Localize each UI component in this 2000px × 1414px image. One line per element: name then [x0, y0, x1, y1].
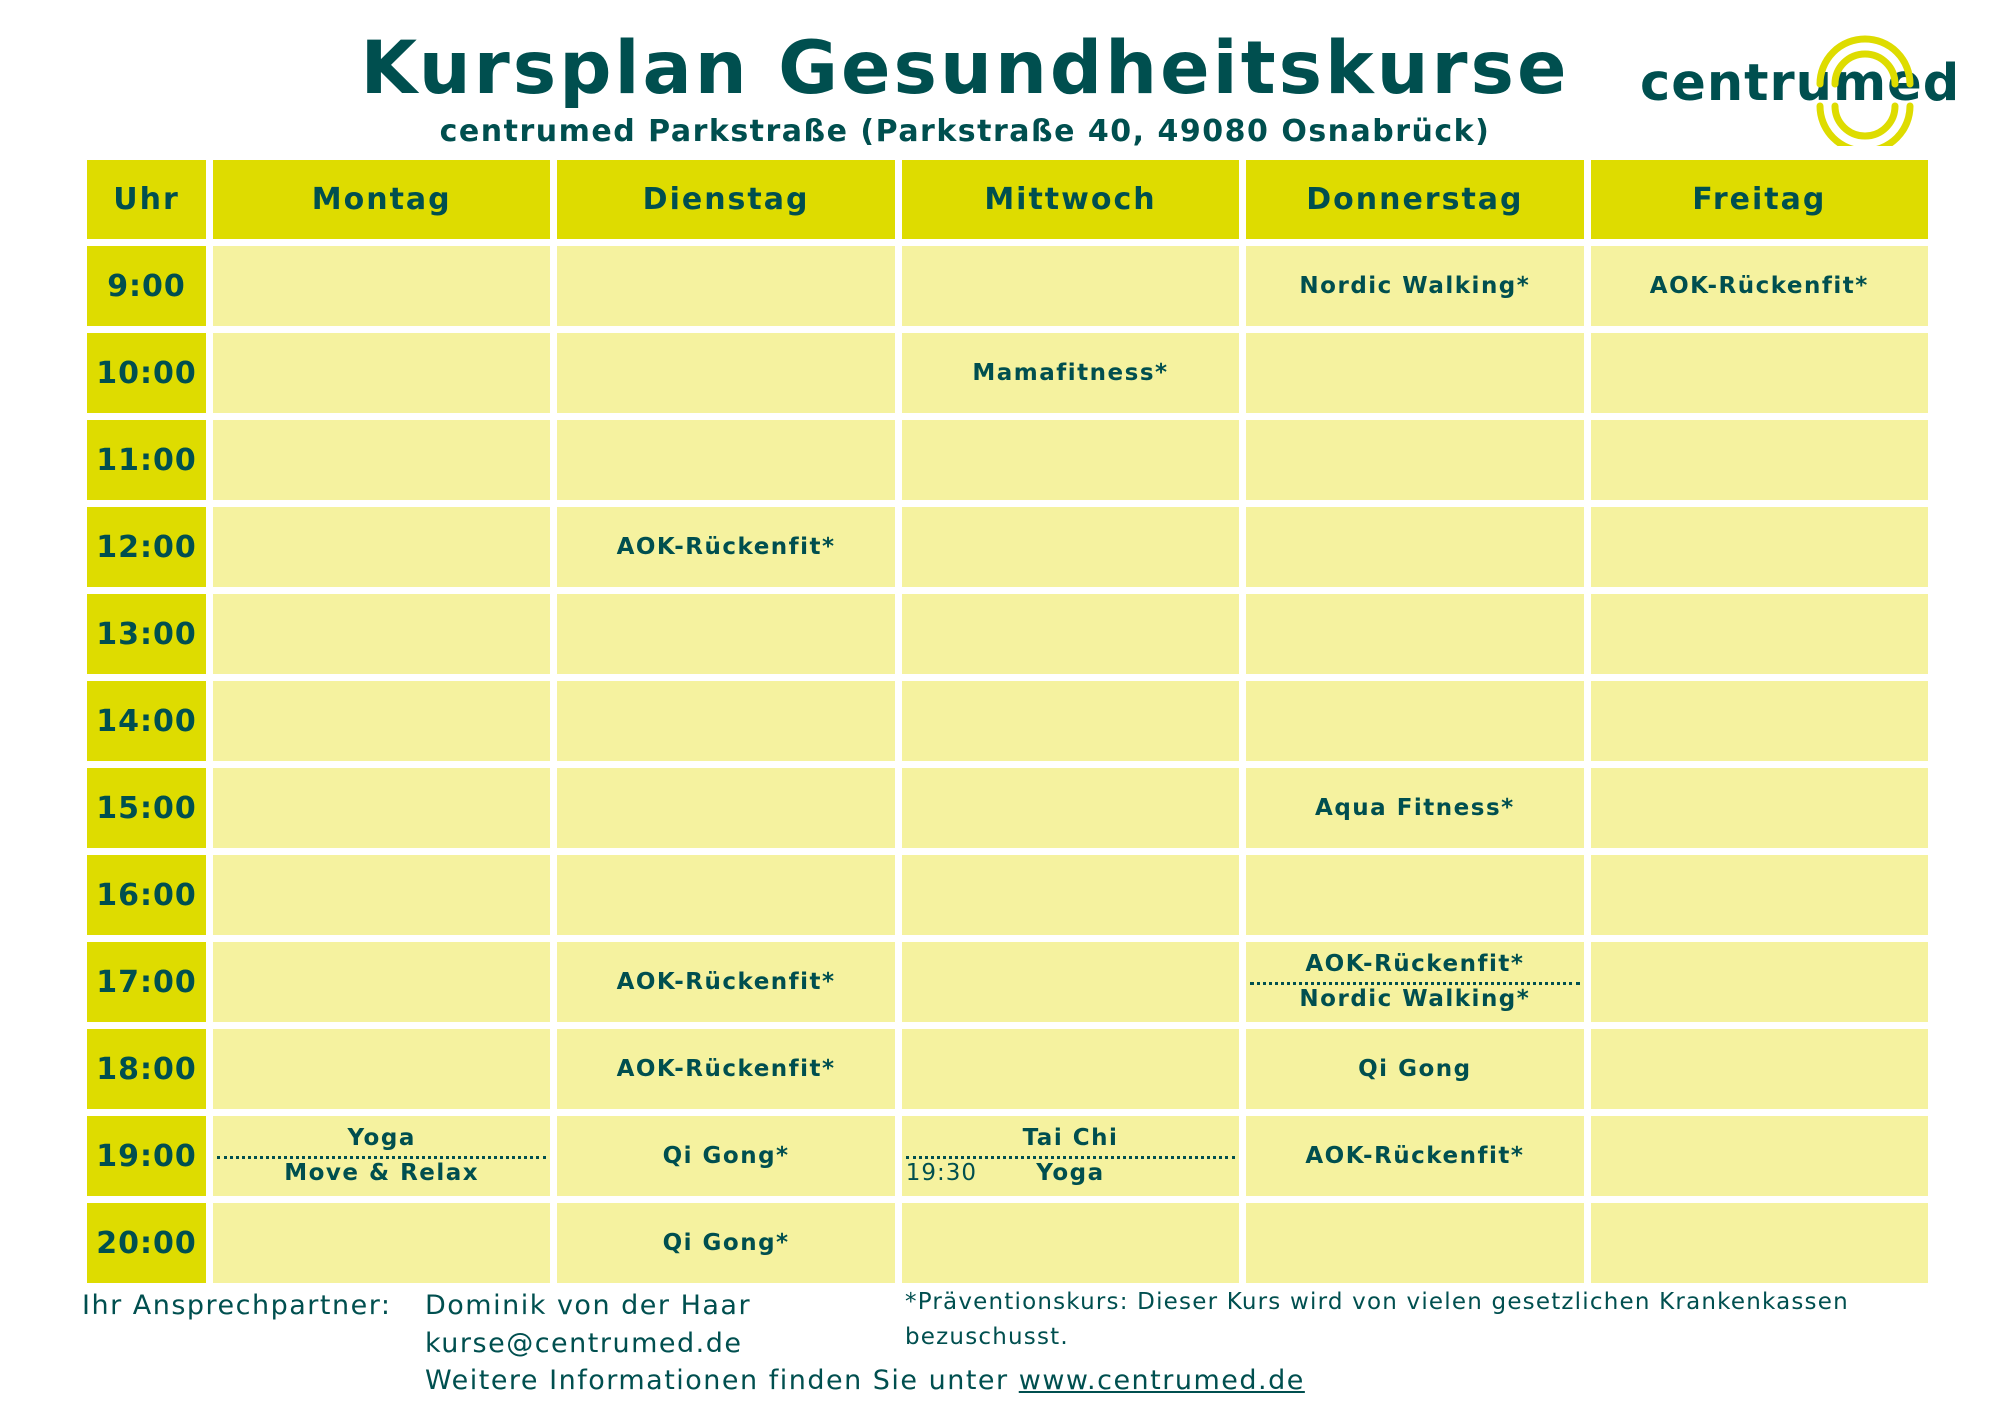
course-cell-montag	[213, 1203, 550, 1283]
course-cell-dienstag	[557, 420, 894, 500]
header-montag: Montag	[213, 160, 550, 239]
course-cell-mittwoch	[902, 942, 1239, 1022]
split-cell	[1246, 942, 1583, 1022]
course-cell-mittwoch	[902, 246, 1239, 326]
time-cell: 14:00	[87, 681, 206, 761]
table-row	[87, 333, 1928, 413]
course-cell-donnerstag: Aqua Fitness*	[1246, 768, 1583, 848]
course-schedule-table	[80, 153, 1935, 1290]
time-cell: 16:00	[87, 855, 206, 935]
course-cell-montag	[213, 1029, 550, 1109]
prevention-footnote: *Präventionskurs: Dieser Kurs wird von vielen gesetzlichen Krankenkassen bezuschusst.	[905, 1289, 1849, 1350]
course-top: Tai Chi	[1022, 1125, 1119, 1151]
course-cell-donnerstag	[1246, 855, 1583, 935]
course-cell-montag	[213, 594, 550, 674]
course-cell-freitag	[1591, 855, 1928, 935]
course-cell-donnerstag	[1246, 1203, 1583, 1283]
header-mittwoch: Mittwoch	[902, 160, 1239, 239]
logo-rings-icon	[1780, 26, 1950, 146]
course-cell-dienstag	[557, 594, 894, 674]
table-row	[87, 246, 1928, 326]
course-top: Yoga	[347, 1125, 416, 1151]
course-cell-freitag	[1591, 333, 1928, 413]
course-cell-montag	[213, 1116, 550, 1196]
course-cell-mittwoch	[902, 1203, 1239, 1283]
course-cell-freitag	[1591, 1029, 1928, 1109]
course-cell-donnerstag: Nordic Walking*	[1246, 246, 1583, 326]
course-cell-freitag	[1591, 942, 1928, 1022]
course-bottom: Yoga	[1036, 1160, 1105, 1186]
table-row	[87, 1029, 1928, 1109]
course-cell-donnerstag	[1246, 594, 1583, 674]
course-cell-freitag	[1591, 681, 1928, 761]
course-cell-freitag	[1591, 768, 1928, 848]
course-cell-dienstag	[557, 768, 894, 848]
course-cell-donnerstag	[1246, 333, 1583, 413]
course-cell-dienstag	[557, 681, 894, 761]
course-cell-mittwoch	[902, 768, 1239, 848]
page-title: Kursplan Gesundheitskurse	[360, 26, 1570, 111]
table-row	[87, 507, 1928, 587]
logo-text: centrumed	[1640, 54, 1961, 113]
course-cell-mittwoch: Mamafitness*	[902, 333, 1239, 413]
more-info-line	[425, 1362, 1305, 1400]
course-cell-freitag	[1591, 507, 1928, 587]
time-cell: 9:00	[87, 246, 206, 326]
page-subtitle: centrumed Parkstraße (Parkstraße 40, 49080 Osnabrück)	[439, 114, 1491, 149]
course-cell-dienstag	[557, 333, 894, 413]
table-row	[87, 420, 1928, 500]
course-cell-mittwoch	[902, 507, 1239, 587]
course-cell-dienstag: AOK-Rückenfit*	[557, 507, 894, 587]
table-row	[87, 1116, 1928, 1196]
course-cell-donnerstag	[1246, 507, 1583, 587]
course-cell-freitag: AOK-Rückenfit*	[1591, 246, 1928, 326]
course-cell-dienstag: Qi Gong*	[557, 1203, 894, 1283]
course-cell-montag	[213, 246, 550, 326]
header-uhr: Uhr	[87, 160, 206, 239]
table-row	[87, 768, 1928, 848]
course-top: AOK-Rückenfit*	[1305, 951, 1525, 977]
course-cell-mittwoch	[902, 420, 1239, 500]
table-row	[87, 855, 1928, 935]
course-cell-mittwoch	[902, 1029, 1239, 1109]
course-start-time: 19:30	[905, 1160, 978, 1186]
table-row	[87, 681, 1928, 761]
course-cell-freitag	[1591, 1116, 1928, 1196]
course-cell-freitag	[1591, 420, 1928, 500]
header-freitag: Freitag	[1591, 160, 1928, 239]
time-cell: 11:00	[87, 420, 206, 500]
time-cell: 12:00	[87, 507, 206, 587]
course-bottom: Move & Relax	[284, 1160, 480, 1186]
table-row	[87, 942, 1928, 1022]
course-cell-donnerstag	[1246, 942, 1583, 1022]
header-row	[87, 160, 1928, 239]
contact-label: Ihr Ansprechpartner:	[82, 1290, 392, 1321]
course-cell-dienstag	[557, 246, 894, 326]
course-cell-montag	[213, 420, 550, 500]
course-cell-montag	[213, 681, 550, 761]
time-cell: 17:00	[87, 942, 206, 1022]
course-cell-freitag	[1591, 1203, 1928, 1283]
course-cell-donnerstag: AOK-Rückenfit*	[1246, 1116, 1583, 1196]
course-cell-mittwoch	[902, 681, 1239, 761]
course-cell-dienstag: Qi Gong*	[557, 1116, 894, 1196]
course-cell-donnerstag	[1246, 420, 1583, 500]
website-link[interactable]: www.centrumed.de	[1018, 1365, 1305, 1396]
time-cell: 15:00	[87, 768, 206, 848]
time-cell: 18:00	[87, 1029, 206, 1109]
time-cell: 10:00	[87, 333, 206, 413]
header-donnerstag: Donnerstag	[1246, 160, 1583, 239]
course-cell-dienstag	[557, 855, 894, 935]
table-row	[87, 594, 1928, 674]
course-cell-mittwoch	[902, 1116, 1239, 1196]
header-dienstag: Dienstag	[557, 160, 894, 239]
centrumed-logo	[1640, 26, 1961, 146]
split-cell	[213, 1116, 550, 1196]
course-cell-montag	[213, 942, 550, 1022]
course-cell-donnerstag: Qi Gong	[1246, 1029, 1583, 1109]
course-bottom: Nordic Walking*	[1299, 986, 1531, 1012]
contact-email[interactable]: kurse@centrumed.de	[425, 1328, 743, 1359]
time-cell: 19:00	[87, 1116, 206, 1196]
time-cell: 13:00	[87, 594, 206, 674]
table-row	[87, 1203, 1928, 1283]
course-cell-mittwoch	[902, 855, 1239, 935]
course-cell-montag	[213, 855, 550, 935]
course-cell-donnerstag	[1246, 681, 1583, 761]
course-cell-montag	[213, 333, 550, 413]
course-cell-mittwoch	[902, 594, 1239, 674]
course-cell-montag	[213, 768, 550, 848]
contact-name: Dominik von der Haar	[425, 1290, 752, 1321]
split-cell	[902, 1116, 1239, 1196]
course-cell-montag	[213, 507, 550, 587]
more-info-text: Weitere Informationen finden Sie unter	[425, 1365, 1009, 1396]
course-cell-dienstag: AOK-Rückenfit*	[557, 1029, 894, 1109]
course-cell-dienstag: AOK-Rückenfit*	[557, 942, 894, 1022]
time-cell: 20:00	[87, 1203, 206, 1283]
course-cell-freitag	[1591, 594, 1928, 674]
